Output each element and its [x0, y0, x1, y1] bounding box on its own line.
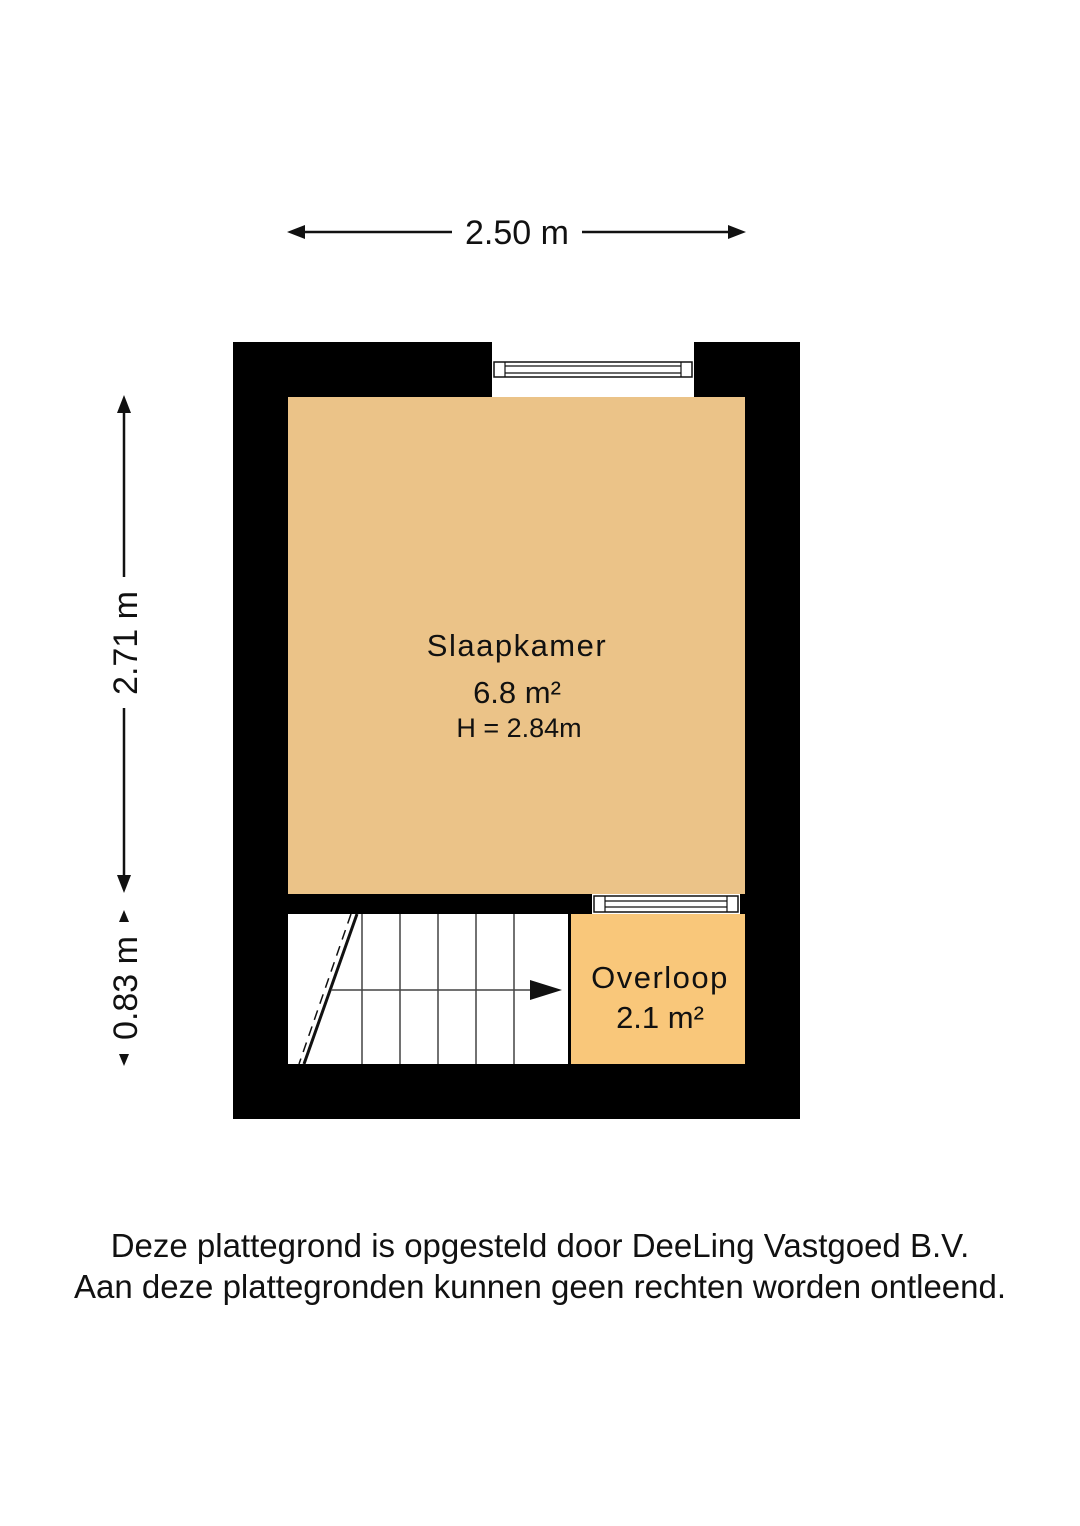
arrow-down-icon: [117, 875, 131, 893]
window-icon: [492, 342, 694, 398]
disclaimer-line-1: Deze plattegrond is opgesteld door DeeLing Vastgoed B.V.: [110, 1227, 970, 1264]
height-main-label: 2.71 m: [107, 591, 145, 695]
height-dimension-main: [107, 395, 145, 893]
room-slaapkamer-area: 6.8 m²: [473, 675, 561, 710]
arrow-right-icon: [728, 225, 746, 239]
arrow-up-icon: [119, 910, 129, 922]
room-slaapkamer-name: Slaapkamer: [426, 628, 608, 663]
disclaimer-line-2: Aan deze plattegronden kunnen geen rechten worden ontleend.: [73, 1268, 1007, 1305]
window-icon: [592, 894, 740, 914]
staircase-icon: [288, 914, 568, 1064]
arrow-down-icon: [119, 1054, 129, 1066]
disclaimer: [0, 1225, 1080, 1307]
room-overloop-area: 2.1 m²: [616, 1000, 704, 1035]
room-slaapkamer-height: H = 2.84m: [456, 713, 582, 743]
arrow-up-icon: [117, 395, 131, 413]
room-overloop-name: Overloop: [591, 960, 729, 995]
height-small-label: 0.83 m: [107, 936, 145, 1040]
width-dimension: [287, 214, 746, 252]
width-label: 2.50 m: [465, 214, 569, 252]
height-dimension-small: [107, 910, 145, 1066]
arrow-left-icon: [287, 225, 305, 239]
